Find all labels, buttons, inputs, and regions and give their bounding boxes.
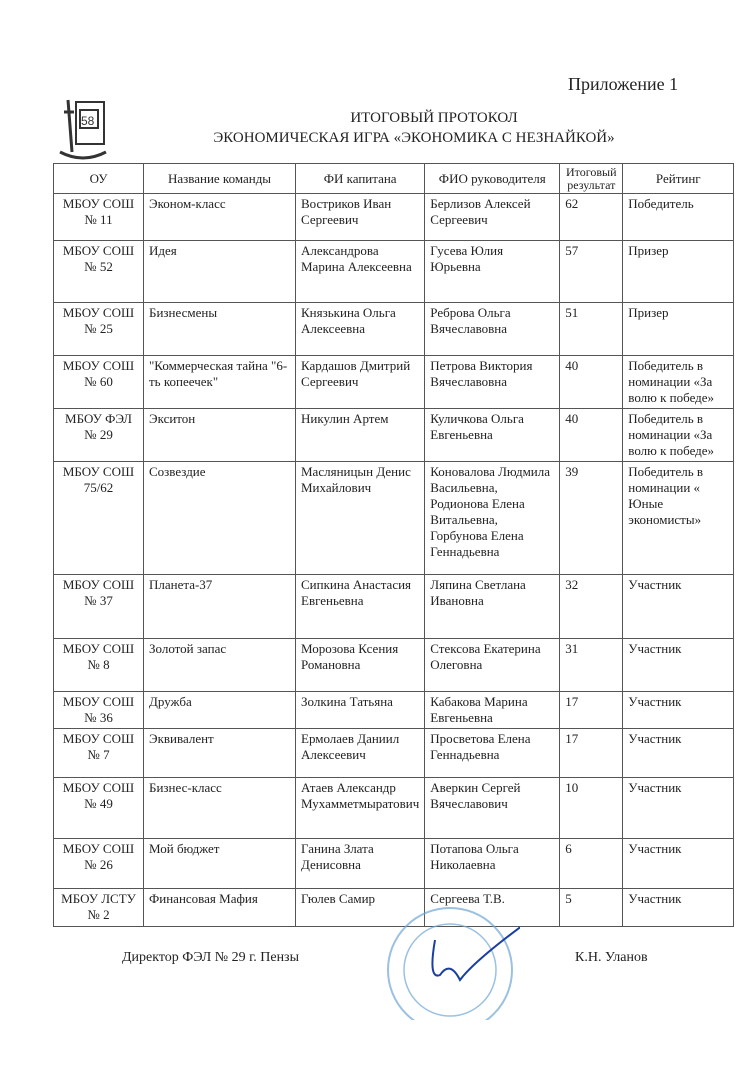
supervisor-cell: Потапова Ольга Николаевна bbox=[425, 839, 560, 889]
table-row bbox=[54, 241, 734, 303]
school-cell: МБОУ СОШ 75/62 bbox=[54, 462, 144, 575]
score-cell: 6 bbox=[560, 839, 623, 889]
rating-cell: Победитель в номинации «За волю к победе» bbox=[623, 409, 734, 462]
team-name-cell: Финансовая Мафия bbox=[144, 889, 296, 927]
school-cell: МБОУ ФЭЛ № 29 bbox=[54, 409, 144, 462]
team-name-cell: Идея bbox=[144, 241, 296, 303]
team-name-cell: Бизнесмены bbox=[144, 303, 296, 356]
stamp-icon bbox=[380, 900, 520, 1020]
school-cell: МБОУ СОШ № 26 bbox=[54, 839, 144, 889]
table-row bbox=[54, 729, 734, 778]
captain-cell: Сипкина Анастасия Евгеньевна bbox=[296, 575, 425, 639]
score-cell: 40 bbox=[560, 356, 623, 409]
score-cell: 51 bbox=[560, 303, 623, 356]
table-row bbox=[54, 303, 734, 356]
table-row bbox=[54, 194, 734, 241]
score-cell: 32 bbox=[560, 575, 623, 639]
appendix-label: Приложение 1 bbox=[568, 74, 679, 94]
team-name-cell: Эконом-класс bbox=[144, 194, 296, 241]
rating-cell: Участник bbox=[623, 639, 734, 692]
score-cell: 39 bbox=[560, 462, 623, 575]
team-name-cell: Дружба bbox=[144, 692, 296, 729]
rating-cell: Участник bbox=[623, 839, 734, 889]
rating-cell: Победитель в номинации « Юные экономисты» bbox=[623, 462, 734, 575]
svg-text:58: 58 bbox=[81, 114, 95, 128]
column-header: ОУ bbox=[54, 164, 144, 194]
signatory-position: Директор ФЭЛ № 29 г. Пензы bbox=[122, 950, 299, 965]
captain-cell: Ермолаев Даниил Алексеевич bbox=[296, 729, 425, 778]
column-header: Итоговый результат bbox=[560, 164, 623, 194]
column-header: ФИ капитана bbox=[296, 164, 425, 194]
supervisor-cell: Гусева Юлия Юрьевна bbox=[425, 241, 560, 303]
table-row bbox=[54, 778, 734, 839]
captain-cell: Гюлев Самир bbox=[296, 889, 425, 927]
score-cell: 5 bbox=[560, 889, 623, 927]
supervisor-cell: Просветова Елена Геннадьевна bbox=[425, 729, 560, 778]
column-header: Название команды bbox=[144, 164, 296, 194]
school-cell: МБОУ ЛСТУ № 2 bbox=[54, 889, 144, 927]
school-cell: МБОУ СОШ № 7 bbox=[54, 729, 144, 778]
table-row bbox=[54, 692, 734, 729]
captain-cell: Кардашов Дмитрий Сергеевич bbox=[296, 356, 425, 409]
captain-cell: Никулин Артем bbox=[296, 409, 425, 462]
document-title: ИТОГОВЫЙ ПРОТОКОЛ bbox=[350, 110, 518, 126]
rating-cell: Победитель bbox=[623, 194, 734, 241]
score-cell: 17 bbox=[560, 729, 623, 778]
column-header: Рейтинг bbox=[623, 164, 734, 194]
supervisor-cell: Коновалова Людмила Васильевна, Родионова Елена Витальевна, Горбунова Елена Геннадьевна bbox=[425, 462, 560, 575]
supervisor-cell: Стексова Екатерина Олеговна bbox=[425, 639, 560, 692]
team-name-cell: Экситон bbox=[144, 409, 296, 462]
supervisor-cell: Реброва Ольга Вячеславовна bbox=[425, 303, 560, 356]
document-subtitle: ЭКОНОМИЧЕСКАЯ ИГРА «ЭКОНОМИКА С НЕЗНАЙКОЙ» bbox=[213, 130, 615, 146]
signatory-name: К.Н. Уланов bbox=[575, 950, 648, 965]
captain-cell: Морозова Ксения Романовна bbox=[296, 639, 425, 692]
supervisor-cell: Кабакова Марина Евгеньевна bbox=[425, 692, 560, 729]
supervisor-cell: Берлизов Алексей Сергеевич bbox=[425, 194, 560, 241]
team-name-cell: Мой бюджет bbox=[144, 839, 296, 889]
table-row bbox=[54, 409, 734, 462]
school-cell: МБОУ СОШ № 11 bbox=[54, 194, 144, 241]
score-cell: 17 bbox=[560, 692, 623, 729]
rating-cell: Победитель в номинации «За волю к победе» bbox=[623, 356, 734, 409]
results-table bbox=[53, 163, 734, 927]
school-cell: МБОУ СОШ № 60 bbox=[54, 356, 144, 409]
rating-cell: Участник bbox=[623, 692, 734, 729]
score-cell: 40 bbox=[560, 409, 623, 462]
team-name-cell: Созвездие bbox=[144, 462, 296, 575]
school-cell: МБОУ СОШ № 8 bbox=[54, 639, 144, 692]
supervisor-cell: Ляпина Светлана Ивановна bbox=[425, 575, 560, 639]
team-name-cell: Эквивалент bbox=[144, 729, 296, 778]
supervisor-cell: Петрова Виктория Вячеславовна bbox=[425, 356, 560, 409]
school-cell: МБОУ СОШ № 52 bbox=[54, 241, 144, 303]
table-row bbox=[54, 639, 734, 692]
supervisor-cell: Куличкова Ольга Евгеньевна bbox=[425, 409, 560, 462]
captain-cell: Ганина Злата Денисовна bbox=[296, 839, 425, 889]
team-name-cell: "Коммерческая тайна "6-ть копеечек" bbox=[144, 356, 296, 409]
captain-cell: Масляницын Денис Михайлович bbox=[296, 462, 425, 575]
table-row bbox=[54, 575, 734, 639]
school-cell: МБОУ СОШ № 36 bbox=[54, 692, 144, 729]
table-row bbox=[54, 462, 734, 575]
captain-cell: Востриков Иван Сергеевич bbox=[296, 194, 425, 241]
rating-cell: Участник bbox=[623, 889, 734, 927]
school-cell: МБОУ СОШ № 25 bbox=[54, 303, 144, 356]
score-cell: 31 bbox=[560, 639, 623, 692]
supervisor-cell: Сергеева Т.В. bbox=[425, 889, 560, 927]
rating-cell: Участник bbox=[623, 729, 734, 778]
supervisor-cell: Аверкин Сергей Вячеславович bbox=[425, 778, 560, 839]
score-cell: 57 bbox=[560, 241, 623, 303]
captain-cell: Золкина Татьяна bbox=[296, 692, 425, 729]
school-cell: МБОУ СОШ № 37 bbox=[54, 575, 144, 639]
rating-cell: Призер bbox=[623, 303, 734, 356]
table-row bbox=[54, 839, 734, 889]
score-cell: 10 bbox=[560, 778, 623, 839]
rating-cell: Участник bbox=[623, 778, 734, 839]
school-cell: МБОУ СОШ № 49 bbox=[54, 778, 144, 839]
team-name-cell: Золотой запас bbox=[144, 639, 296, 692]
table-row bbox=[54, 356, 734, 409]
captain-cell: Князькина Ольга Алексеевна bbox=[296, 303, 425, 356]
score-cell: 62 bbox=[560, 194, 623, 241]
column-header: ФИО руководителя bbox=[425, 164, 560, 194]
team-name-cell: Планета-37 bbox=[144, 575, 296, 639]
rating-cell: Участник bbox=[623, 575, 734, 639]
team-name-cell: Бизнес-класс bbox=[144, 778, 296, 839]
logo-icon bbox=[58, 92, 108, 164]
captain-cell: Атаев Александр Мухамметмыратович bbox=[296, 778, 425, 839]
rating-cell: Призер bbox=[623, 241, 734, 303]
captain-cell: Александрова Марина Алексеевна bbox=[296, 241, 425, 303]
